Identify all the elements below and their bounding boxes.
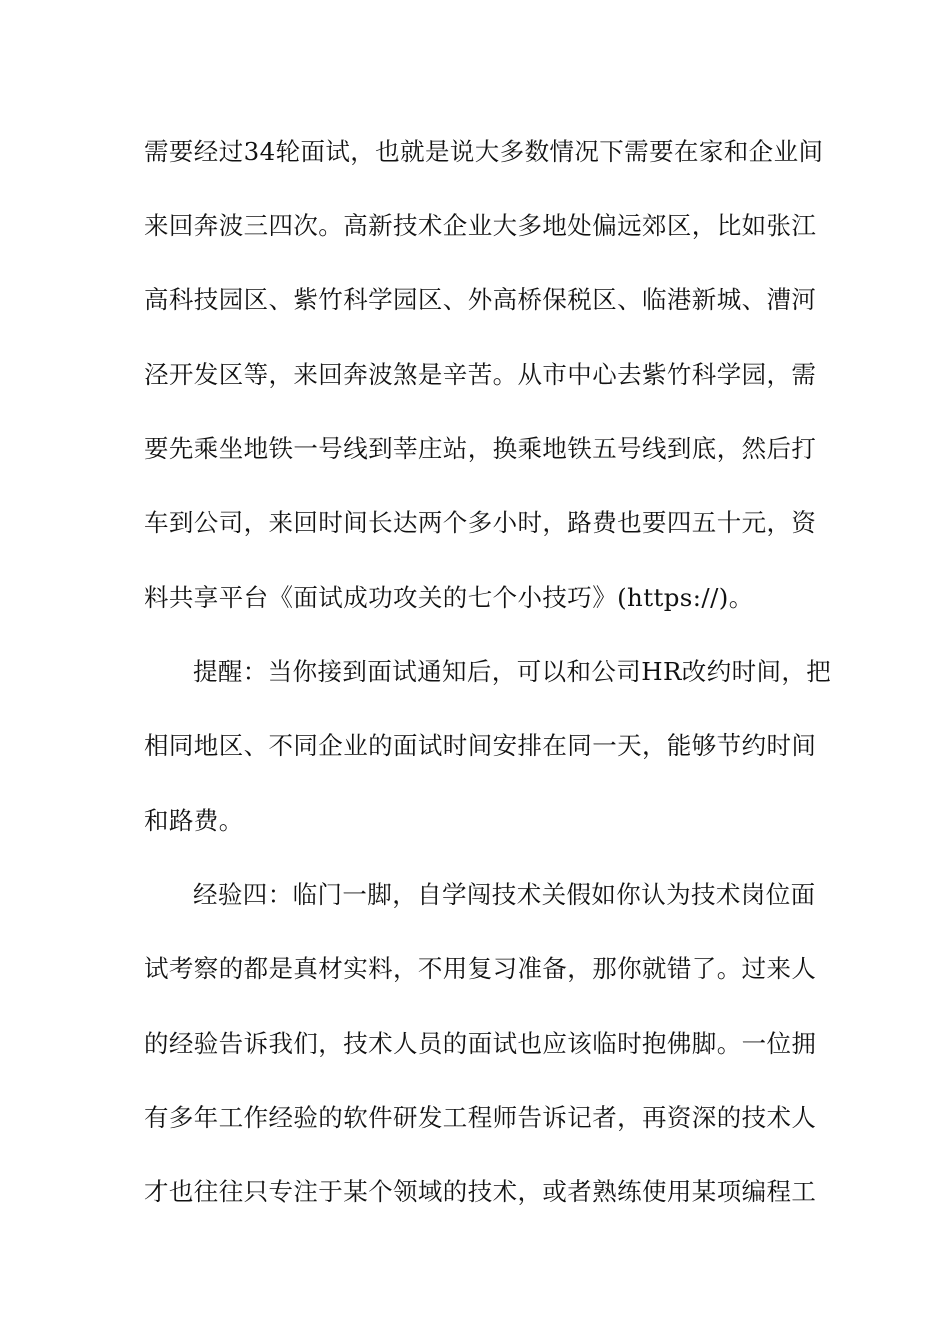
- paragraph-first-line: 提醒：当你接到面试通知后，可以和公司HR改约时间，把: [193, 657, 832, 686]
- text-line: 料共享平台《面试成功攻关的七个小技巧》(https://)。: [144, 583, 754, 612]
- text-line: 高科技园区、紫竹科学园区、外高桥保税区、临港新城、漕河: [144, 285, 817, 314]
- text-line: 需要经过34轮面试，也就是说大多数情况下需要在家和企业间: [144, 137, 824, 166]
- text-line: 要先乘坐地铁一号线到莘庄站，换乘地铁五号线到底，然后打: [144, 434, 817, 463]
- text-line: 试考察的都是真材实料，不用复习准备，那你就错了。过来人: [144, 954, 817, 983]
- text-line: 泾开发区等，来回奔波煞是辛苦。从市中心去紫竹科学园，需: [144, 360, 817, 389]
- paragraph-first-line: 经验四：临门一脚，自学闯技术关假如你认为技术岗位面: [193, 880, 816, 909]
- text-line: 和路费。: [144, 806, 244, 835]
- text-line: 有多年工作经验的软件研发工程师告诉记者，再资深的技术人: [144, 1103, 817, 1132]
- text-line: 相同地区、不同企业的面试时间安排在同一天，能够节约时间: [144, 731, 817, 760]
- text-line: 才也往往只专注于某个领域的技术，或者熟练使用某项编程工: [144, 1177, 817, 1206]
- text-line: 的经验告诉我们，技术人员的面试也应该临时抱佛脚。一位拥: [144, 1029, 817, 1058]
- text-line: 车到公司，来回时间长达两个多小时，路费也要四五十元，资: [144, 508, 817, 537]
- text-line: 来回奔波三四次。高新技术企业大多地处偏远郊区，比如张江: [144, 211, 817, 240]
